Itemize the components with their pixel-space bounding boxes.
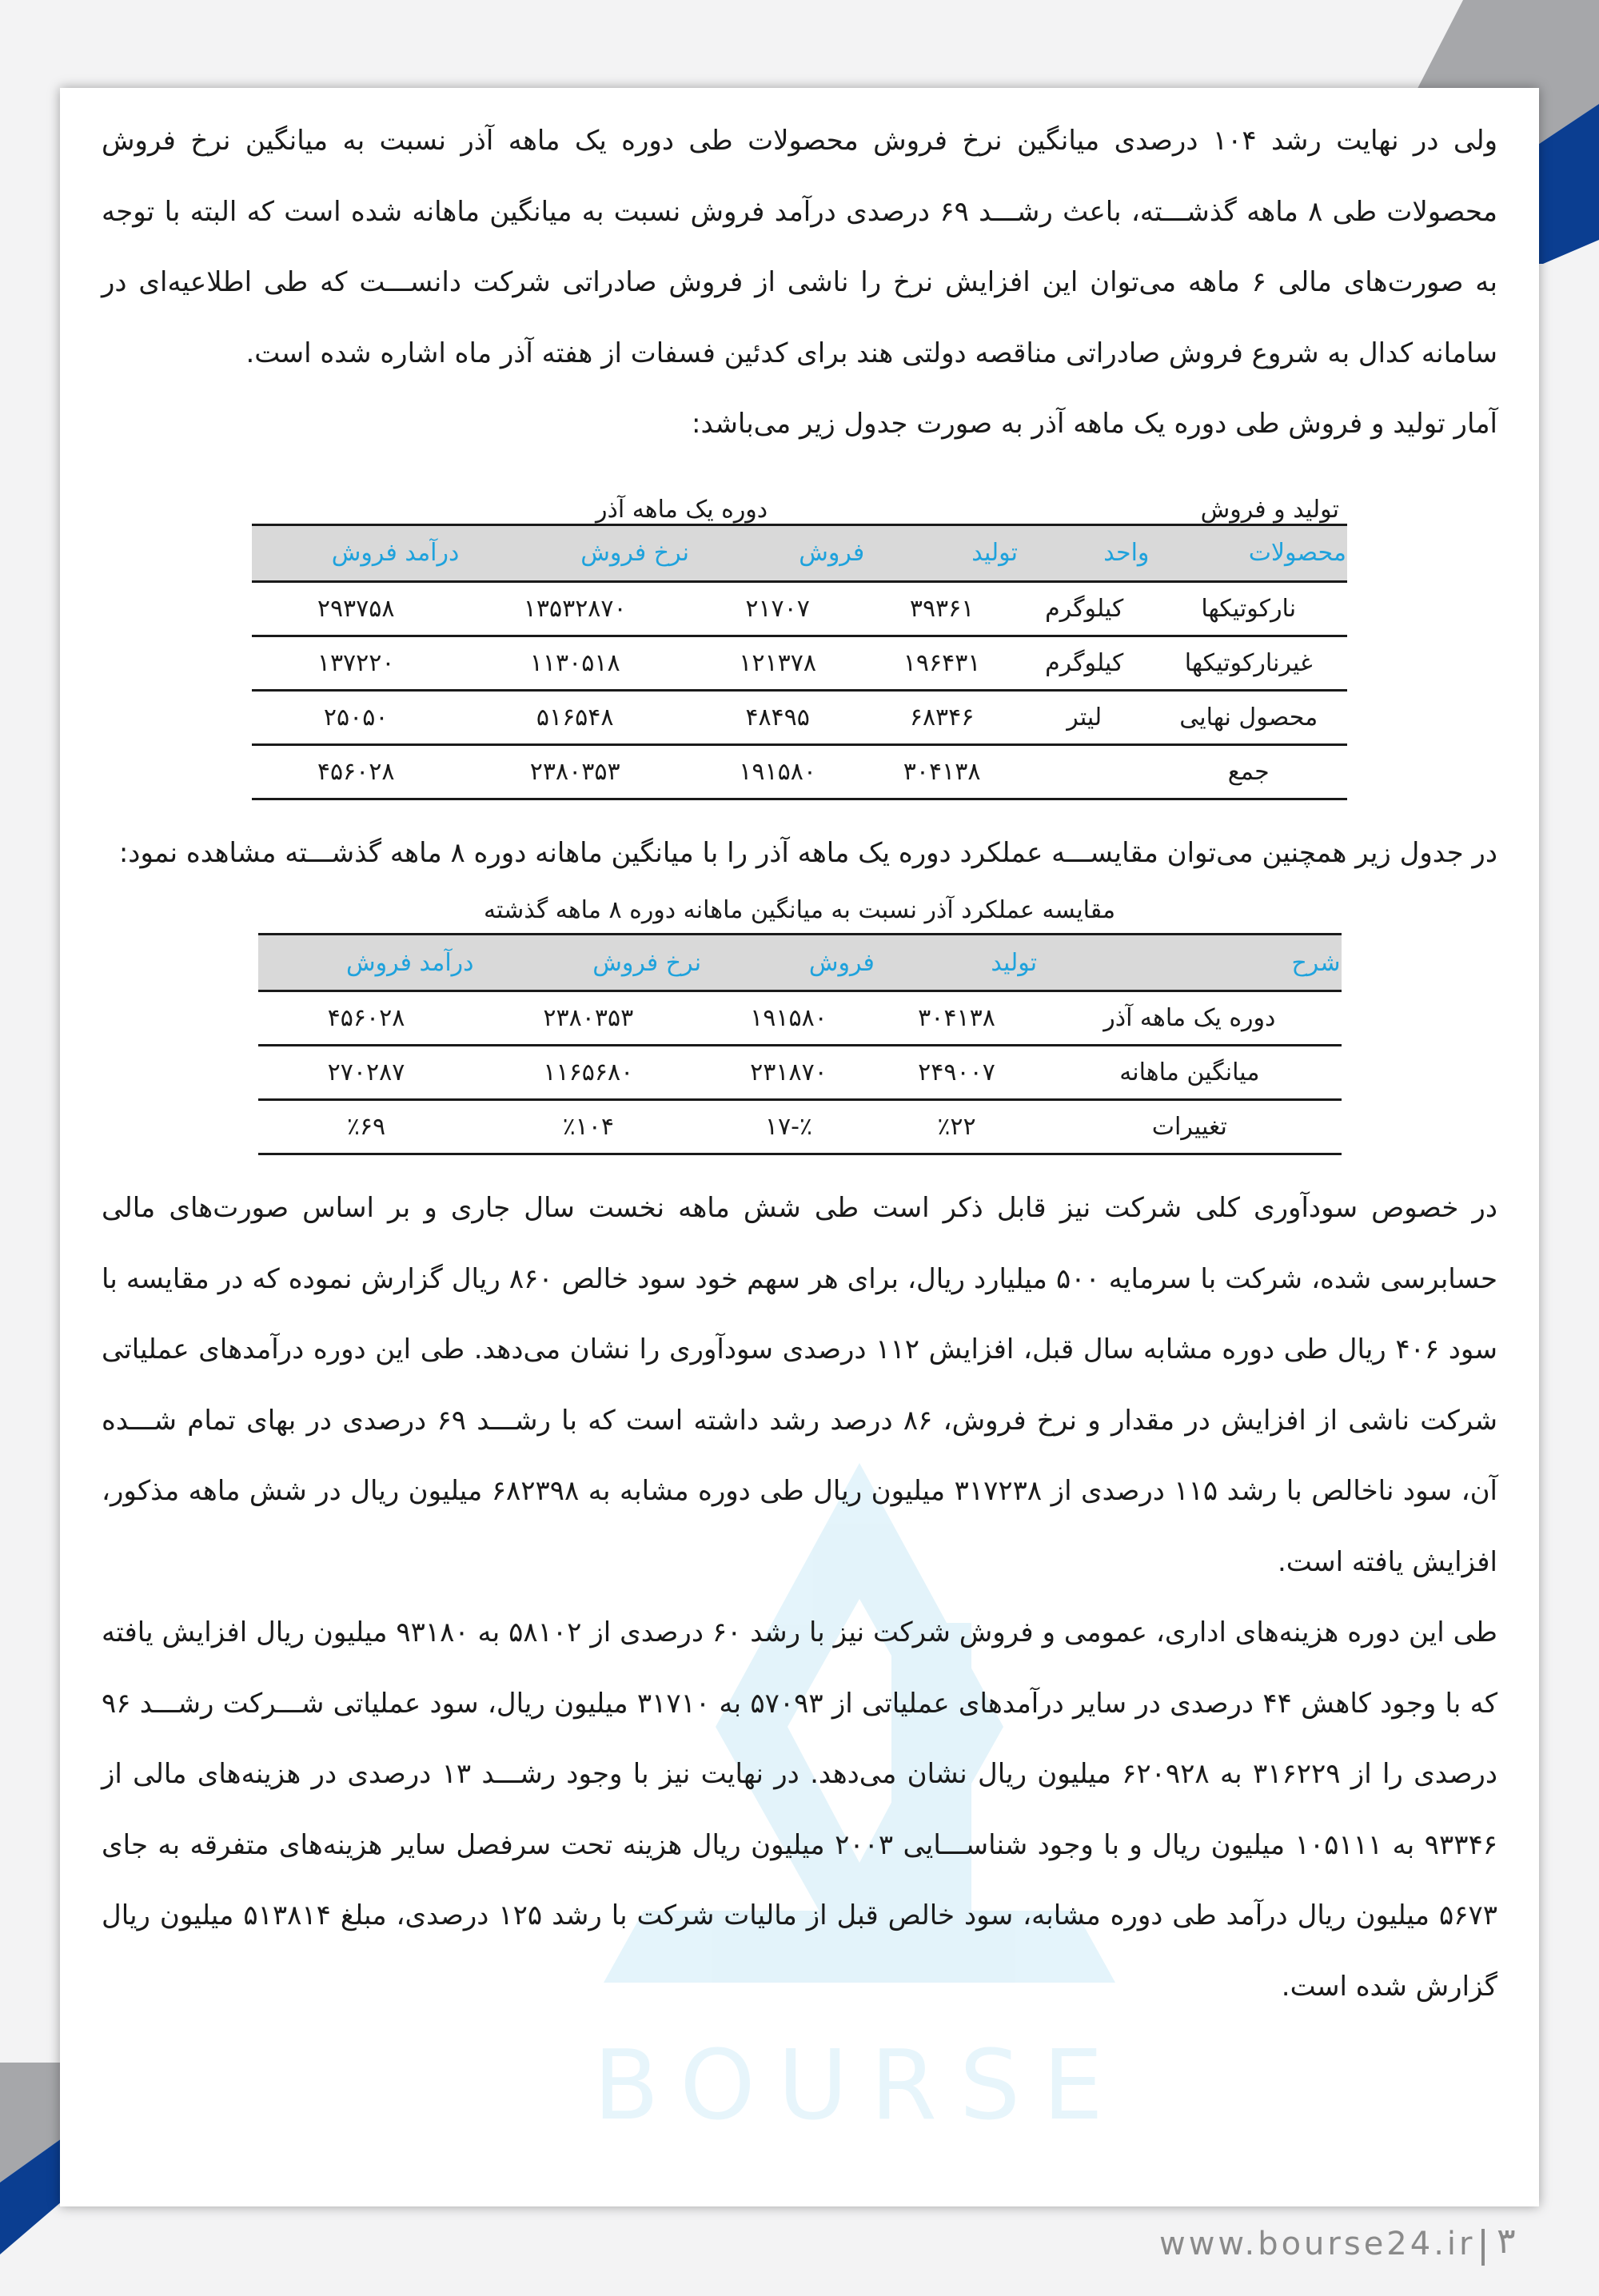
- table-cell: [1019, 744, 1150, 799]
- comparison-table: [258, 888, 1342, 1155]
- table-cell: لیتر: [1019, 690, 1150, 744]
- table-row: [252, 636, 1347, 690]
- table1-caption-right: تولید و فروش: [1200, 495, 1339, 524]
- table-cell: ۱۲۱۳۷۸: [690, 636, 865, 690]
- table-row: [258, 1100, 1342, 1154]
- table-cell: ۱۱۳۰۵۱۸: [460, 636, 690, 690]
- table2-header-cell: فروش: [702, 935, 875, 991]
- table-cell: ٪-۱۷: [702, 1100, 875, 1154]
- table-cell: ۲۳۱۸۷۰: [702, 1046, 875, 1100]
- table-cell: ۲۱۷۰۷: [690, 581, 865, 636]
- table-cell: ۲۹۳۷۵۸: [252, 581, 460, 636]
- table1-header-cell: درآمد فروش: [252, 524, 460, 581]
- table1-header-cell: محصولات: [1150, 524, 1347, 581]
- table-row: [258, 1046, 1342, 1100]
- table-cell: ۱۳۷۲۲۰: [252, 636, 460, 690]
- table-cell: ۵۱۶۵۴۸: [460, 690, 690, 744]
- table1-header-row: [252, 524, 1347, 581]
- table1-caption-row: [252, 477, 1347, 524]
- table2-header-row: [258, 935, 1342, 991]
- table-cell: ۴۵۶۰۲۸: [258, 991, 475, 1046]
- table2-header-cell: نرخ فروش: [475, 935, 703, 991]
- table-cell: دوره یک ماهه آذر: [1038, 991, 1341, 1046]
- table-cell: ٪۲۲: [875, 1100, 1038, 1154]
- table-cell: ۱۹۱۵۸۰: [702, 991, 875, 1046]
- table-cell: ۱۹۶۴۳۱: [865, 636, 1019, 690]
- table-cell: کیلوگرم: [1019, 636, 1150, 690]
- table1-header-cell: تولید: [865, 524, 1019, 581]
- table1-header-cell: نرخ فروش: [460, 524, 690, 581]
- table2-caption: مقایسه عملکرد آذر نسبت به میانگین ماهانه دوره ۸ ماهه گذشته: [483, 896, 1116, 924]
- table2-header-cell: تولید: [875, 935, 1038, 991]
- footer-website-link[interactable]: www.bourse24.ir: [1159, 2226, 1476, 2262]
- paragraph-expenses: طی این دوره هزینه‌های اداری، عمومی و فروش شرکت نیز با رشد ۶۰ درصدی از ۵۸۱۰۲ به ۹۳۱۸۰ میلیون ریال افزایش یافته که با وجود کاهش ۴۴ درصدی در سایر درآمدهای عملیاتی از ۵۷۰۹۳ به ۳۱۷۱۰ میلیون ریال، سود عملیاتی شـــرکت رشـــد ۹۶ درصدی را از ۳۱۶۲۲۹ به ۶۲۰۹۲۸ میلیون ریال نشان می‌دهد. در نهایت نیز با وجود رشـــد ۱۳ درصدی در هزینه‌های مالی از ۹۳۳۴۶ به ۱۰۵۱۱۱ میلیون ریال و با وجود شناســـایی ۲۰۰۳ میلیون ریال هزینه تحت سرفصل سایر هزینه‌های متفرقه به جای ۵۶۷۳ میلیون ریال درآمد طی دوره مشابه، سود خالص قبل از مالیات شرکت با رشد ۱۲۵ درصدی، مبلغ ۵۱۳۸۱۴ میلیون ریال گزارش شده است.: [102, 1616, 1498, 2003]
- table-cell: ۲۷۰۲۸۷: [258, 1046, 475, 1100]
- table-cell: ۱۱۶۵۶۸۰: [475, 1046, 703, 1100]
- table1-grid: [252, 524, 1347, 800]
- paragraph-table2-intro: در جدول زیر همچنین می‌توان مقایســـه عملکرد دوره یک ماهه آذر را با میانگین ماهانه دوره ۸ ماهه گذشـــته مشاهده نمود:: [118, 836, 1497, 869]
- table-cell: جمع: [1150, 744, 1347, 799]
- table-cell: کیلوگرم: [1019, 581, 1150, 636]
- paragraph-intro: ولی در نهایت رشد ۱۰۴ درصدی میانگین نرخ فروش محصولات طی دوره یک ماهه آذر نسبت به میانگین نرخ فروش محصولات طی ۸ ماهه گذشـــته، باعث رشـــد ۶۹ درصدی درآمد فروش نسبت به میانگین ماهانه شده است که البته با توجه به صورت‌های مالی ۶ ماهه می‌توان این افزایش نرخ را ناشی از فروش صادراتی شرکت دانســـت که طی اطلاعیه‌ای در سامانه کدال به شروع فروش صادراتی مناقصه دولتی هند برای کدئین فسفات از هفته آذر ماه اشاره شده است.: [102, 125, 1497, 369]
- table-row: [252, 690, 1347, 744]
- table-cell: ٪۱۰۴: [475, 1100, 703, 1154]
- document-page: [60, 88, 1539, 2206]
- table-cell: ٪۶۹: [258, 1100, 475, 1154]
- table2-header-cell: درآمد فروش: [258, 935, 475, 991]
- table-row-total: [252, 744, 1347, 799]
- table1-header-cell: فروش: [690, 524, 865, 581]
- footer-divider: [1481, 2229, 1485, 2266]
- table-cell: غیرنارکوتیکها: [1150, 636, 1347, 690]
- page-number: ۳: [1497, 2221, 1516, 2262]
- table2-header-cell: شرح: [1038, 935, 1341, 991]
- table-row: [258, 991, 1342, 1046]
- table-row: [252, 581, 1347, 636]
- table-cell: ۲۵۰۵۰: [252, 690, 460, 744]
- table-cell: ۲۳۸۰۳۵۳: [460, 744, 690, 799]
- paragraph-profitability: در خصوص سودآوری کلی شرکت نیز قابل ذکر است طی شش ماهه نخست سال جاری و بر اساس صورت‌های مالی حسابرسی شده، شرکت با سرمایه ۵۰۰ میلیارد ریال، برای هر سهم خود سود خالص ۸۶۰ ریال گزارش نموده که در مقایسه با سود ۴۰۶ ریال طی دوره مشابه سال قبل، افزایش ۱۱۲ درصدی سودآوری را نشان می‌دهد. طی این دوره درآمدهای عملیاتی شرکت ناشی از افزایش در مقدار و نرخ فروش، ۸۶ درصد رشد داشته است که با رشـــد ۶۹ درصدی در بهای تمام شـــده آن، سود ناخالص با رشد ۱۱۵ درصدی از ۳۱۷۲۳۸ میلیون ریال طی دوره مشابه به ۶۸۲۳۹۸ میلیون ریال در شش ماهه مذکور، افزایش یافته است.: [102, 1192, 1498, 1578]
- table-cell: ۶۸۳۴۶: [865, 690, 1019, 744]
- table-cell: ۳۹۳۶۱: [865, 581, 1019, 636]
- table-cell: ۱۹۱۵۸۰: [690, 744, 865, 799]
- table-cell: ۲۴۹۰۰۷: [875, 1046, 1038, 1100]
- table-cell: ۳۰۴۱۳۸: [865, 744, 1019, 799]
- table-cell: ۴۸۴۹۵: [690, 690, 865, 744]
- table-cell: تغییرات: [1038, 1100, 1341, 1154]
- paragraph-table1-intro: آمار تولید و فروش طی دوره یک ماهه آذر به صورت جدول زیر می‌باشد:: [692, 408, 1497, 440]
- table-cell: ۳۰۴۱۳۸: [875, 991, 1038, 1046]
- table1-header-cell: واحد: [1019, 524, 1150, 581]
- table-cell: محصول نهایی: [1150, 690, 1347, 744]
- table-cell: ۲۳۸۰۳۵۳: [475, 991, 703, 1046]
- page-footer: [0, 2221, 1599, 2277]
- table1-caption-center: دوره یک ماهه آذر: [596, 495, 768, 524]
- table-cell: ۴۵۶۰۲۸: [252, 744, 460, 799]
- table-cell: میانگین ماهانه: [1038, 1046, 1341, 1100]
- report-content: [102, 106, 1497, 2022]
- table-cell: نارکوتیکها: [1150, 581, 1347, 636]
- svg-text:BOURSE: BOURSE: [593, 2031, 1126, 2142]
- table-cell: ۱۳۵۳۲۸۷۰: [460, 581, 690, 636]
- production-sales-table: [252, 477, 1347, 800]
- table2-grid: [258, 933, 1342, 1155]
